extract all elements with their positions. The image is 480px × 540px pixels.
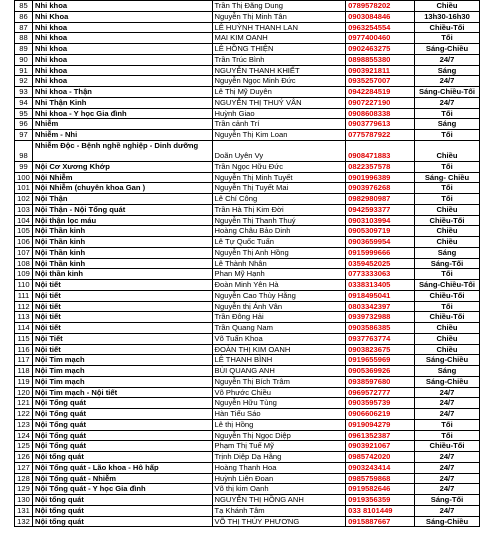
- phone-number-cell: 0903243414: [346, 462, 415, 473]
- working-hours-cell: Chiều-Tối: [415, 290, 480, 301]
- table-row: [15, 280, 480, 291]
- specialty-cell: Nhiễm: [32, 119, 212, 130]
- phone-number-cell: 0905309719: [346, 226, 415, 237]
- table-row: [15, 76, 480, 87]
- specialty-cell: Nội tiết: [32, 323, 212, 334]
- row-number: 130: [15, 495, 33, 506]
- working-hours-cell: Chiều-Tối: [415, 441, 480, 452]
- row-number: 123: [15, 419, 33, 430]
- working-hours-cell: Tối: [415, 183, 480, 194]
- phone-number-cell: 0939732988: [346, 312, 415, 323]
- table-row: [15, 140, 480, 161]
- row-number: 118: [15, 366, 33, 377]
- working-hours-cell: Tối: [415, 130, 480, 141]
- specialty-cell: Nội tổng quát: [32, 495, 212, 506]
- working-hours-cell: Tối: [415, 419, 480, 430]
- phone-number-cell: 0338313405: [346, 280, 415, 291]
- doctor-name-cell: NGUYỄN THỊ THUÝ VÂN: [212, 97, 346, 108]
- working-hours-cell: Sáng-Chiều: [415, 516, 480, 527]
- table-row: [15, 290, 480, 301]
- row-number: 132: [15, 516, 33, 527]
- phone-number-cell: 0982980987: [346, 194, 415, 205]
- phone-number-cell: 0919655969: [346, 355, 415, 366]
- phone-number-cell: 0915887667: [346, 516, 415, 527]
- table-row: [15, 108, 480, 119]
- specialty-cell: Nội tiết: [32, 280, 212, 291]
- phone-number-cell: 0919356359: [346, 495, 415, 506]
- doctor-name-cell: Trần Ngọc Hữu Đức: [212, 161, 346, 172]
- specialty-cell: Nội Tổng quát: [32, 409, 212, 420]
- row-number: 104: [15, 215, 33, 226]
- specialty-cell: Nội thần kinh: [32, 269, 212, 280]
- row-number: 88: [15, 33, 33, 44]
- table-row: [15, 247, 480, 258]
- phone-number-cell: 0903921067: [346, 441, 415, 452]
- table-row: [15, 409, 480, 420]
- table-row: [15, 204, 480, 215]
- doctor-name-cell: Võ Phước Chiều: [212, 387, 346, 398]
- specialty-cell: Nội tổng quát: [32, 505, 212, 516]
- phone-number-cell: 0919094279: [346, 419, 415, 430]
- phone-number-cell: 0903976268: [346, 183, 415, 194]
- row-number: 113: [15, 312, 33, 323]
- table-row: [15, 172, 480, 183]
- table-row: [15, 355, 480, 366]
- working-hours-cell: Chiều: [415, 204, 480, 215]
- specialty-cell: Nội Thần kinh: [32, 226, 212, 237]
- phone-number-cell: 0803342397: [346, 301, 415, 312]
- table-row: [15, 237, 480, 248]
- doctor-name-cell: NGUYỄN THANH KHIẾT: [212, 65, 346, 76]
- specialty-cell: Nhi khoa: [32, 33, 212, 44]
- working-hours-cell: 24/7: [415, 409, 480, 420]
- phone-number-cell: 0359452025: [346, 258, 415, 269]
- phone-number-cell: 0903586385: [346, 323, 415, 334]
- specialty-cell: Nội Thận: [32, 194, 212, 205]
- doctor-name-cell: Nguyễn Thị Thanh Thuý: [212, 215, 346, 226]
- working-hours-cell: Sáng-Chiều: [415, 44, 480, 55]
- phone-number-cell: 0903779613: [346, 119, 415, 130]
- doctor-name-cell: Nguyễn Hữu Tùng: [212, 398, 346, 409]
- table-row: [15, 505, 480, 516]
- specialty-cell: Nội Tim mạch - Nội tiết: [32, 387, 212, 398]
- specialty-cell: Nội Tổng quát: [32, 430, 212, 441]
- phone-number-cell: 0969572777: [346, 387, 415, 398]
- doctor-name-cell: Đoàn Minh Yên Hà: [212, 280, 346, 291]
- row-number: 110: [15, 280, 33, 291]
- phone-number-cell: 0903084846: [346, 11, 415, 22]
- specialty-cell: Nội Thận - Nội Tổng quát: [32, 204, 212, 215]
- specialty-cell: Nội tổng quát: [32, 516, 212, 527]
- row-number: 115: [15, 333, 33, 344]
- specialty-cell: Nội Thần kinh: [32, 237, 212, 248]
- specialty-cell: Nội tổng quát: [32, 452, 212, 463]
- row-number: 100: [15, 172, 33, 183]
- doctor-name-cell: Lê Tự Quốc Tuấn: [212, 237, 346, 248]
- working-hours-cell: Sáng-Chiều: [415, 376, 480, 387]
- doctor-name-cell: Hoàng Thanh Hoa: [212, 462, 346, 473]
- working-hours-cell: 24/7: [415, 54, 480, 65]
- working-hours-cell: 24/7: [415, 76, 480, 87]
- row-number: 90: [15, 54, 33, 65]
- phone-number-cell: 0901996389: [346, 172, 415, 183]
- working-hours-cell: Chiều-Tối: [415, 215, 480, 226]
- working-hours-cell: Sáng-Tối: [415, 258, 480, 269]
- table-row: [15, 183, 480, 194]
- row-number: 128: [15, 473, 33, 484]
- table-row: [15, 441, 480, 452]
- phone-number-cell: 0773333063: [346, 269, 415, 280]
- phone-number-cell: 0918495041: [346, 290, 415, 301]
- working-hours-cell: Tối: [415, 301, 480, 312]
- phone-number-cell: 0903921811: [346, 65, 415, 76]
- doctor-name-cell: Nguyễn Ngọc Minh Đức: [212, 76, 346, 87]
- specialty-cell: Nội Tim mạch: [32, 366, 212, 377]
- row-number: 99: [15, 161, 33, 172]
- working-hours-cell: Sáng-Tối: [415, 495, 480, 506]
- specialty-cell: Nhi khoa: [32, 65, 212, 76]
- row-number: 87: [15, 22, 33, 33]
- row-number: 97: [15, 130, 33, 141]
- doctor-name-cell: Nguyễn Thị Kim Loan: [212, 130, 346, 141]
- phone-number-cell: 0919582646: [346, 484, 415, 495]
- doctor-name-cell: Võ Tuấn Khoa: [212, 333, 346, 344]
- table-row: [15, 484, 480, 495]
- doctor-name-cell: LÊ THANH BÌNH: [212, 355, 346, 366]
- row-number: 85: [15, 1, 33, 12]
- table-row: [15, 1, 480, 12]
- working-hours-cell: Sáng-Chiều-Tối: [415, 87, 480, 98]
- row-number: 112: [15, 301, 33, 312]
- doctor-name-cell: Trần Thị Đăng Dung: [212, 1, 346, 12]
- specialty-cell: Nội Nhiễm (chuyên khoa Gan ): [32, 183, 212, 194]
- row-number: 92: [15, 76, 33, 87]
- table-row: [15, 54, 480, 65]
- table-row: [15, 130, 480, 141]
- working-hours-cell: Sáng: [415, 366, 480, 377]
- specialty-cell: Nội Nhiễm: [32, 172, 212, 183]
- doctor-name-cell: Lê Thành Nhân: [212, 258, 346, 269]
- working-hours-cell: Chiều: [415, 226, 480, 237]
- phone-number-cell: 0935257007: [346, 76, 415, 87]
- doctor-name-cell: Hoàng Châu Bảo Dinh: [212, 226, 346, 237]
- doctor-name-cell: ĐOÀN THỊ KIM OANH: [212, 344, 346, 355]
- doctor-name-cell: Trần Quang Nam: [212, 323, 346, 334]
- row-number: 127: [15, 462, 33, 473]
- working-hours-cell: Tối: [415, 194, 480, 205]
- table-row: [15, 87, 480, 98]
- phone-number-cell: 0908471883: [346, 140, 415, 161]
- doctor-name-cell: Huỳnh Liên Đoan: [212, 473, 346, 484]
- doctor-name-cell: Phan Mỹ Hạnh: [212, 269, 346, 280]
- doctor-name-cell: BÙI QUANG ANH: [212, 366, 346, 377]
- row-number: 111: [15, 290, 33, 301]
- working-hours-cell: 24/7: [415, 387, 480, 398]
- phone-number-cell: 0938597680: [346, 376, 415, 387]
- doctor-name-cell: VÕ THỊ THÚY PHƯƠNG: [212, 516, 346, 527]
- row-number: 117: [15, 355, 33, 366]
- working-hours-cell: 24/7: [415, 452, 480, 463]
- phone-number-cell: 0906606219: [346, 409, 415, 420]
- specialty-cell: Nội Tiết: [32, 333, 212, 344]
- specialty-cell: Nhi khoa - Thận: [32, 87, 212, 98]
- table-row: [15, 333, 480, 344]
- phone-number-cell: 0898855380: [346, 54, 415, 65]
- working-hours-cell: Tối: [415, 269, 480, 280]
- specialty-cell: Nội Tổng quát: [32, 441, 212, 452]
- row-number: 129: [15, 484, 33, 495]
- row-number: 131: [15, 505, 33, 516]
- phone-number-cell: 0937763774: [346, 333, 415, 344]
- row-number: 102: [15, 194, 33, 205]
- specialty-cell: Nội Tổng quát - Nhiễm: [32, 473, 212, 484]
- table-row: [15, 258, 480, 269]
- doctor-name-cell: Nguyễn Thị Ngọc Diệp: [212, 430, 346, 441]
- specialty-cell: Nhi khoa: [32, 1, 212, 12]
- doctor-name-cell: LÊ HUỲNH THANH LAN: [212, 22, 346, 33]
- phone-number-cell: 0822357578: [346, 161, 415, 172]
- doctor-name-cell: Tạ Khánh Tâm: [212, 505, 346, 516]
- table-row: [15, 495, 480, 506]
- table-row: [15, 194, 480, 205]
- phone-number-cell: 0903823675: [346, 344, 415, 355]
- row-number: 95: [15, 108, 33, 119]
- working-hours-cell: 24/7: [415, 462, 480, 473]
- row-number: 93: [15, 87, 33, 98]
- doctor-name-cell: Nguyễn Cao Thùy Hằng: [212, 290, 346, 301]
- phone-number-cell: 0942284519: [346, 87, 415, 98]
- specialty-cell: Nhiễm Độc - Bệnh nghề nghiệp - Dinh dưỡng: [32, 140, 212, 161]
- specialty-cell: Nhiễm - Nhi: [32, 130, 212, 141]
- working-hours-cell: Tối: [415, 108, 480, 119]
- working-hours-cell: 24/7: [415, 398, 480, 409]
- doctor-name-cell: Lê Chí Công: [212, 194, 346, 205]
- specialty-cell: Nội Tổng quát: [32, 398, 212, 409]
- phone-number-cell: 0902463275: [346, 44, 415, 55]
- table-row: [15, 22, 480, 33]
- table-row: [15, 215, 480, 226]
- specialty-cell: Nội tiết: [32, 344, 212, 355]
- table-row: [15, 376, 480, 387]
- row-number: 105: [15, 226, 33, 237]
- row-number: 124: [15, 430, 33, 441]
- table-row: [15, 33, 480, 44]
- row-number: 103: [15, 204, 33, 215]
- specialty-cell: Nội Tổng quát: [32, 419, 212, 430]
- row-number: 108: [15, 258, 33, 269]
- table-row: [15, 344, 480, 355]
- doctor-name-cell: Trần Đông Hải: [212, 312, 346, 323]
- table-row: [15, 119, 480, 130]
- working-hours-cell: Chiều-Tối: [415, 312, 480, 323]
- doctor-name-cell: Nguyễn Thị Minh Tuyết: [212, 172, 346, 183]
- table-row: [15, 473, 480, 484]
- row-number: 107: [15, 247, 33, 258]
- specialty-cell: Nội Thần kinh: [32, 258, 212, 269]
- working-hours-cell: 24/7: [415, 97, 480, 108]
- phone-number-cell: 0985759868: [346, 473, 415, 484]
- table-row: [15, 97, 480, 108]
- phone-number-cell: 0905369926: [346, 366, 415, 377]
- specialty-cell: Nội tiết: [32, 301, 212, 312]
- row-number: 116: [15, 344, 33, 355]
- working-hours-cell: Tối: [415, 161, 480, 172]
- row-number: 114: [15, 323, 33, 334]
- table-row: [15, 269, 480, 280]
- specialty-cell: Nội Cơ Xương Khớp: [32, 161, 212, 172]
- doctor-directory-table: [14, 0, 480, 527]
- phone-number-cell: 033 8101449: [346, 505, 415, 516]
- table-row: [15, 65, 480, 76]
- doctor-name-cell: Huỳnh Giao: [212, 108, 346, 119]
- doctor-name-cell: Lê thị Hồng: [212, 419, 346, 430]
- row-number: 109: [15, 269, 33, 280]
- specialty-cell: Nội tiết: [32, 290, 212, 301]
- phone-number-cell: 0775787922: [346, 130, 415, 141]
- specialty-cell: Nội Tổng quát - Lão khoa - Hô hấp: [32, 462, 212, 473]
- doctor-name-cell: MAI KIM OANH: [212, 33, 346, 44]
- working-hours-cell: Chiều: [415, 140, 480, 161]
- working-hours-cell: Sáng-Chiều: [415, 355, 480, 366]
- doctor-name-cell: Nguyễn Thị Minh Tân: [212, 11, 346, 22]
- working-hours-cell: Chiều: [415, 1, 480, 12]
- table-row: [15, 44, 480, 55]
- working-hours-cell: 24/7: [415, 473, 480, 484]
- table-row: [15, 516, 480, 527]
- working-hours-cell: 13h30-16h30: [415, 11, 480, 22]
- specialty-cell: Nhi Thận Kinh: [32, 97, 212, 108]
- doctor-name-cell: Lê Thị Mỹ Duyên: [212, 87, 346, 98]
- specialty-cell: Nhi khoa: [32, 54, 212, 65]
- phone-number-cell: 0977400460: [346, 33, 415, 44]
- doctor-name-cell: Võ thị kim Oanh: [212, 484, 346, 495]
- specialty-cell: Nhi khoa: [32, 76, 212, 87]
- table-row: [15, 161, 480, 172]
- specialty-cell: Nội Thần kinh: [32, 247, 212, 258]
- phone-number-cell: 0961352387: [346, 430, 415, 441]
- row-number: 94: [15, 97, 33, 108]
- row-number: 121: [15, 398, 33, 409]
- working-hours-cell: Tối: [415, 430, 480, 441]
- working-hours-cell: Sáng: [415, 119, 480, 130]
- working-hours-cell: Sáng- Chiều: [415, 172, 480, 183]
- row-number: 96: [15, 119, 33, 130]
- row-number: 125: [15, 441, 33, 452]
- row-number: 86: [15, 11, 33, 22]
- working-hours-cell: Chiều: [415, 333, 480, 344]
- table-row: [15, 312, 480, 323]
- doctor-name-cell: Doãn Uyên Vy: [212, 140, 346, 161]
- specialty-cell: Nội Tim mạch: [32, 355, 212, 366]
- doctor-name-cell: LÊ HỒNG THIỆN: [212, 44, 346, 55]
- working-hours-cell: Chiều: [415, 237, 480, 248]
- table-row: [15, 226, 480, 237]
- table-row: [15, 452, 480, 463]
- row-number: 89: [15, 44, 33, 55]
- row-number: 120: [15, 387, 33, 398]
- working-hours-cell: 24/7: [415, 505, 480, 516]
- working-hours-cell: Sáng-Chiều-Tối: [415, 280, 480, 291]
- table-row: [15, 419, 480, 430]
- doctor-name-cell: Hàn Tiểu Sáo: [212, 409, 346, 420]
- doctor-name-cell: Phạm Thị Tuế Mỹ: [212, 441, 346, 452]
- working-hours-cell: Chiều: [415, 323, 480, 334]
- working-hours-cell: Sáng: [415, 65, 480, 76]
- row-number: 106: [15, 237, 33, 248]
- row-number: 119: [15, 376, 33, 387]
- table-body: [15, 1, 480, 527]
- phone-number-cell: 0985742020: [346, 452, 415, 463]
- doctor-name-cell: Nguyễn thị Ánh Vân: [212, 301, 346, 312]
- phone-number-cell: 0903103994: [346, 215, 415, 226]
- specialty-cell: Nhi khoa: [32, 22, 212, 33]
- table-row: [15, 323, 480, 334]
- phone-number-cell: 0963254554: [346, 22, 415, 33]
- phone-number-cell: 0908608338: [346, 108, 415, 119]
- specialty-cell: Nội tiết: [32, 312, 212, 323]
- phone-number-cell: 0903595739: [346, 398, 415, 409]
- working-hours-cell: Chiều-Tối: [415, 22, 480, 33]
- doctor-name-cell: Trần Hà Thị Kim Đời: [212, 204, 346, 215]
- specialty-cell: Nhi khoa - Y học Gia đình: [32, 108, 212, 119]
- working-hours-cell: Chiều: [415, 344, 480, 355]
- row-number: 126: [15, 452, 33, 463]
- table-row: [15, 430, 480, 441]
- phone-number-cell: 0942593377: [346, 204, 415, 215]
- row-number: 122: [15, 409, 33, 420]
- doctor-name-cell: Trần cảnh Trí: [212, 119, 346, 130]
- specialty-cell: Nhi khoa: [32, 44, 212, 55]
- doctor-name-cell: Trịnh Diệp Dạ Hằng: [212, 452, 346, 463]
- row-number: 98: [15, 140, 33, 161]
- doctor-name-cell: NGUYỄN THỊ HỒNG ANH: [212, 495, 346, 506]
- phone-number-cell: 0907227190: [346, 97, 415, 108]
- table-row: [15, 387, 480, 398]
- row-number: 91: [15, 65, 33, 76]
- phone-number-cell: 0903659954: [346, 237, 415, 248]
- table-row: [15, 366, 480, 377]
- doctor-name-cell: Nguyễn Thị Tuyết Mai: [212, 183, 346, 194]
- phone-number-cell: 0789578202: [346, 1, 415, 12]
- specialty-cell: Nội thận lọc máu: [32, 215, 212, 226]
- working-hours-cell: 24/7: [415, 484, 480, 495]
- working-hours-cell: Sáng: [415, 247, 480, 258]
- phone-number-cell: 0915999666: [346, 247, 415, 258]
- table-row: [15, 11, 480, 22]
- table-row: [15, 462, 480, 473]
- specialty-cell: Nhi Khoa: [32, 11, 212, 22]
- doctor-name-cell: Nguyễn Thị Bích Trâm: [212, 376, 346, 387]
- working-hours-cell: Tối: [415, 33, 480, 44]
- table-row: [15, 398, 480, 409]
- doctor-name-cell: Nguyễn Thị Anh Hồng: [212, 247, 346, 258]
- specialty-cell: Nội Tổng quát - Y học Gia đình: [32, 484, 212, 495]
- doctor-name-cell: Trần Trúc Bình: [212, 54, 346, 65]
- row-number: 101: [15, 183, 33, 194]
- table-row: [15, 301, 480, 312]
- specialty-cell: Nội Tim mạch: [32, 376, 212, 387]
